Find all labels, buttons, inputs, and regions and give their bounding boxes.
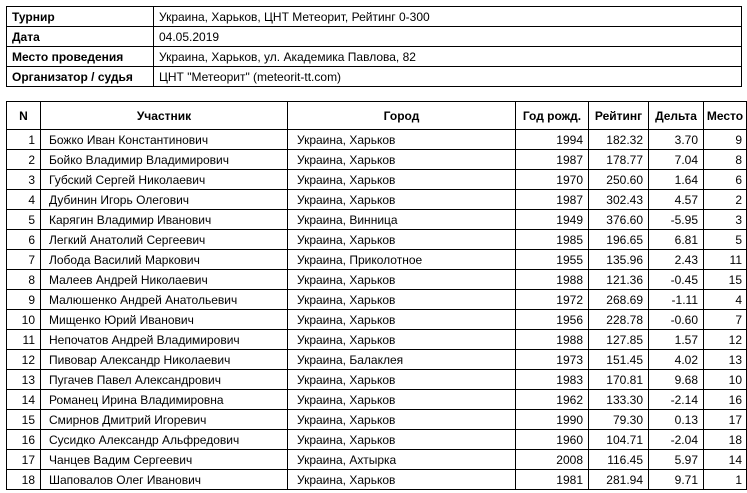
cell-place: 2	[704, 190, 747, 210]
cell-rating: 121.36	[589, 270, 649, 290]
cell-participant: Легкий Анатолий Сергеевич	[41, 230, 288, 250]
header-rating: Рейтинг	[589, 102, 649, 130]
cell-place: 10	[704, 370, 747, 390]
cell-birth-year: 1988	[516, 270, 589, 290]
cell-n: 8	[7, 270, 41, 290]
cell-city: Украина, Ахтырка	[288, 450, 516, 470]
cell-place: 14	[704, 450, 747, 470]
cell-n: 18	[7, 470, 41, 490]
cell-participant: Карягин Владимир Иванович	[41, 210, 288, 230]
cell-birth-year: 1962	[516, 390, 589, 410]
cell-place: 4	[704, 290, 747, 310]
table-row	[7, 170, 747, 190]
cell-place: 8	[704, 150, 747, 170]
cell-delta: 7.04	[649, 150, 704, 170]
cell-participant: Сусидко Александр Альфредович	[41, 430, 288, 450]
cell-birth-year: 1956	[516, 310, 589, 330]
cell-city: Украина, Харьков	[288, 170, 516, 190]
cell-participant: Непочатов Андрей Владимирович	[41, 330, 288, 350]
table-row	[7, 210, 747, 230]
cell-delta: 4.57	[649, 190, 704, 210]
cell-birth-year: 1972	[516, 290, 589, 310]
cell-place: 11	[704, 250, 747, 270]
table-row	[7, 450, 747, 470]
cell-delta: -5.95	[649, 210, 704, 230]
cell-birth-year: 1994	[516, 130, 589, 150]
cell-n: 6	[7, 230, 41, 250]
cell-birth-year: 1988	[516, 330, 589, 350]
cell-rating: 196.65	[589, 230, 649, 250]
info-value: ЦНТ "Метеорит" (meteorit-tt.com)	[154, 67, 742, 87]
cell-rating: 228.78	[589, 310, 649, 330]
cell-place: 9	[704, 130, 747, 150]
cell-rating: 133.30	[589, 390, 649, 410]
cell-city: Украина, Харьков	[288, 470, 516, 490]
cell-city: Украина, Харьков	[288, 430, 516, 450]
cell-participant: Малюшенко Андрей Анатольевич	[41, 290, 288, 310]
table-row	[7, 270, 747, 290]
cell-delta: 6.81	[649, 230, 704, 250]
cell-participant: Романец Ирина Владимировна	[41, 390, 288, 410]
cell-birth-year: 1983	[516, 370, 589, 390]
tournament-info-body	[7, 7, 742, 87]
cell-n: 2	[7, 150, 41, 170]
cell-city: Украина, Приколотное	[288, 250, 516, 270]
cell-place: 12	[704, 330, 747, 350]
table-row	[7, 470, 747, 490]
table-row	[7, 130, 747, 150]
cell-birth-year: 1955	[516, 250, 589, 270]
results-header-row	[7, 102, 747, 130]
cell-birth-year: 1987	[516, 150, 589, 170]
table-row	[7, 350, 747, 370]
cell-birth-year: 1949	[516, 210, 589, 230]
info-value: Украина, Харьков, ЦНТ Метеорит, Рейтинг 0-300	[154, 7, 742, 27]
cell-city: Украина, Харьков	[288, 290, 516, 310]
info-value: 04.05.2019	[154, 27, 742, 47]
table-row	[7, 370, 747, 390]
info-value: Украина, Харьков, ул. Академика Павлова, 82	[154, 47, 742, 67]
cell-place: 18	[704, 430, 747, 450]
header-city: Город	[288, 102, 516, 130]
cell-delta: 1.57	[649, 330, 704, 350]
table-row	[7, 290, 747, 310]
cell-n: 9	[7, 290, 41, 310]
cell-n: 10	[7, 310, 41, 330]
cell-place: 6	[704, 170, 747, 190]
cell-rating: 104.71	[589, 430, 649, 450]
cell-n: 13	[7, 370, 41, 390]
cell-participant: Мищенко Юрий Иванович	[41, 310, 288, 330]
cell-delta: -2.04	[649, 430, 704, 450]
cell-rating: 135.96	[589, 250, 649, 270]
cell-delta: -0.45	[649, 270, 704, 290]
cell-delta: 0.13	[649, 410, 704, 430]
cell-rating: 79.30	[589, 410, 649, 430]
tournament-info-table	[6, 6, 742, 87]
cell-rating: 250.60	[589, 170, 649, 190]
cell-participant: Бойко Владимир Владимирович	[41, 150, 288, 170]
cell-city: Украина, Харьков	[288, 190, 516, 210]
results-table	[6, 101, 747, 490]
cell-rating: 127.85	[589, 330, 649, 350]
cell-birth-year: 1987	[516, 190, 589, 210]
info-row	[7, 7, 742, 27]
cell-city: Украина, Харьков	[288, 330, 516, 350]
cell-participant: Малеев Андрей Николаевич	[41, 270, 288, 290]
table-row	[7, 230, 747, 250]
table-row	[7, 330, 747, 350]
table-row	[7, 250, 747, 270]
info-key: Место проведения	[7, 47, 154, 67]
cell-delta: 9.68	[649, 370, 704, 390]
cell-delta: 5.97	[649, 450, 704, 470]
info-key: Организатор / судья	[7, 67, 154, 87]
table-row	[7, 310, 747, 330]
cell-n: 5	[7, 210, 41, 230]
cell-participant: Божко Иван Константинович	[41, 130, 288, 150]
cell-birth-year: 1985	[516, 230, 589, 250]
cell-n: 12	[7, 350, 41, 370]
cell-n: 17	[7, 450, 41, 470]
info-key: Турнир	[7, 7, 154, 27]
cell-n: 3	[7, 170, 41, 190]
cell-delta: 4.02	[649, 350, 704, 370]
cell-delta: 2.43	[649, 250, 704, 270]
cell-city: Украина, Балаклея	[288, 350, 516, 370]
table-row	[7, 430, 747, 450]
info-key: Дата	[7, 27, 154, 47]
cell-city: Украина, Харьков	[288, 390, 516, 410]
info-row	[7, 47, 742, 67]
results-body	[7, 130, 747, 490]
cell-n: 16	[7, 430, 41, 450]
table-row	[7, 190, 747, 210]
cell-place: 5	[704, 230, 747, 250]
cell-city: Украина, Харьков	[288, 230, 516, 250]
cell-rating: 376.60	[589, 210, 649, 230]
cell-rating: 182.32	[589, 130, 649, 150]
cell-delta: 1.64	[649, 170, 704, 190]
cell-delta: 3.70	[649, 130, 704, 150]
header-place: Место	[704, 102, 747, 130]
cell-participant: Дубинин Игорь Олегович	[41, 190, 288, 210]
cell-rating: 281.94	[589, 470, 649, 490]
header-participant: Участник	[41, 102, 288, 130]
cell-rating: 268.69	[589, 290, 649, 310]
cell-city: Украина, Харьков	[288, 410, 516, 430]
cell-n: 4	[7, 190, 41, 210]
cell-participant: Чанцев Вадим Сергеевич	[41, 450, 288, 470]
cell-participant: Смирнов Дмитрий Игоревич	[41, 410, 288, 430]
cell-city: Украина, Винница	[288, 210, 516, 230]
cell-delta: 9.71	[649, 470, 704, 490]
cell-n: 11	[7, 330, 41, 350]
cell-rating: 178.77	[589, 150, 649, 170]
cell-participant: Пивовар Александр Николаевич	[41, 350, 288, 370]
cell-n: 1	[7, 130, 41, 150]
cell-rating: 151.45	[589, 350, 649, 370]
cell-delta: -0.60	[649, 310, 704, 330]
info-row	[7, 27, 742, 47]
cell-place: 17	[704, 410, 747, 430]
cell-place: 3	[704, 210, 747, 230]
cell-n: 7	[7, 250, 41, 270]
cell-birth-year: 1990	[516, 410, 589, 430]
cell-n: 14	[7, 390, 41, 410]
cell-rating: 116.45	[589, 450, 649, 470]
table-row	[7, 390, 747, 410]
cell-participant: Шаповалов Олег Иванович	[41, 470, 288, 490]
cell-birth-year: 2008	[516, 450, 589, 470]
cell-city: Украина, Харьков	[288, 270, 516, 290]
cell-birth-year: 1981	[516, 470, 589, 490]
cell-participant: Пугачев Павел Александрович	[41, 370, 288, 390]
cell-city: Украина, Харьков	[288, 150, 516, 170]
cell-participant: Губский Сергей Николаевич	[41, 170, 288, 190]
header-birth-year: Год рожд.	[516, 102, 589, 130]
cell-city: Украина, Харьков	[288, 310, 516, 330]
header-delta: Дельта	[649, 102, 704, 130]
cell-birth-year: 1973	[516, 350, 589, 370]
cell-delta: -2.14	[649, 390, 704, 410]
info-row	[7, 67, 742, 87]
cell-rating: 302.43	[589, 190, 649, 210]
cell-place: 7	[704, 310, 747, 330]
cell-place: 13	[704, 350, 747, 370]
table-row	[7, 410, 747, 430]
cell-place: 16	[704, 390, 747, 410]
cell-city: Украина, Харьков	[288, 130, 516, 150]
header-n: N	[7, 102, 41, 130]
cell-birth-year: 1960	[516, 430, 589, 450]
cell-delta: -1.11	[649, 290, 704, 310]
cell-n: 15	[7, 410, 41, 430]
cell-place: 15	[704, 270, 747, 290]
table-row	[7, 150, 747, 170]
cell-place: 1	[704, 470, 747, 490]
cell-birth-year: 1970	[516, 170, 589, 190]
cell-city: Украина, Харьков	[288, 370, 516, 390]
cell-rating: 170.81	[589, 370, 649, 390]
cell-participant: Лобода Василий Маркович	[41, 250, 288, 270]
